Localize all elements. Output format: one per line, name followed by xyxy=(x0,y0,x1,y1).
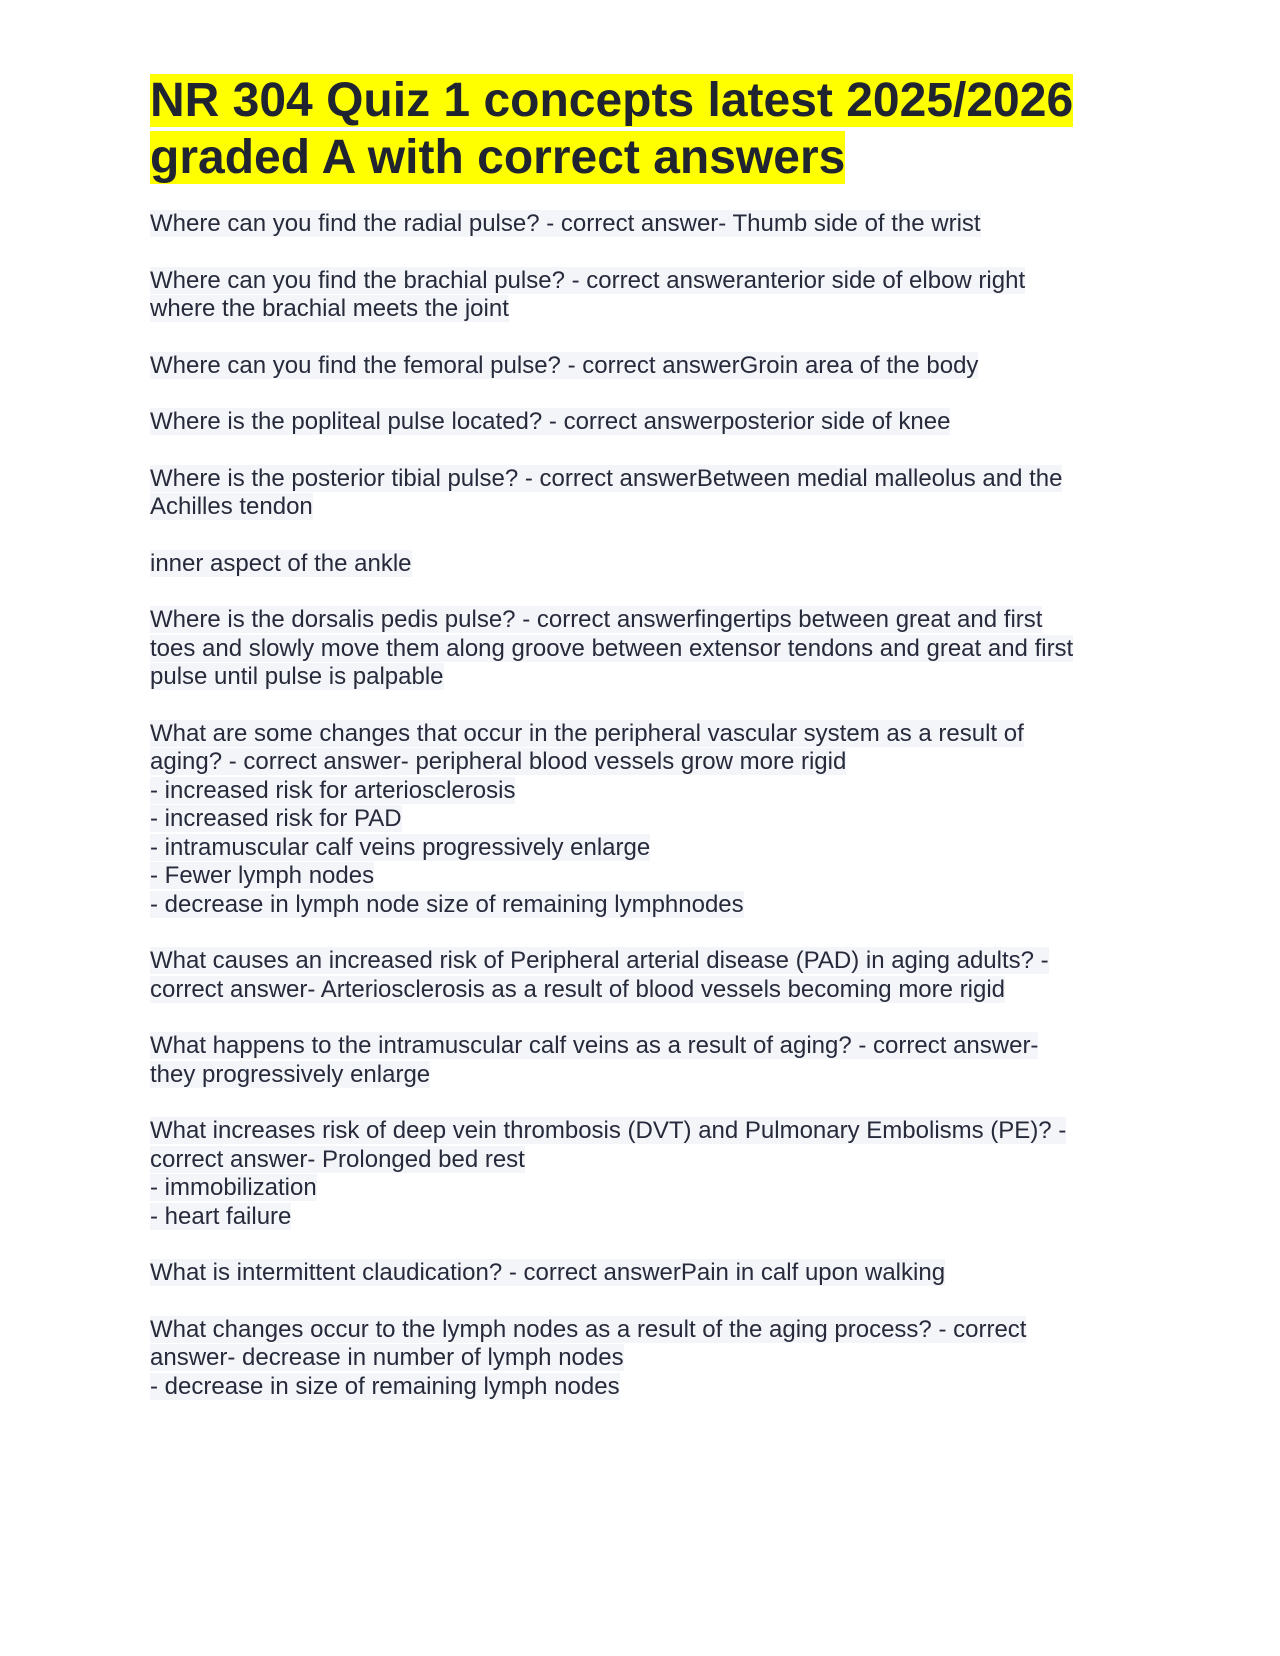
text-line: What happens to the intramuscular calf veins as a result of aging? - correct answer- xyxy=(150,1032,1039,1059)
text-line: - heart failure xyxy=(150,1202,292,1230)
qa-block xyxy=(150,947,1150,1004)
document-title xyxy=(150,72,1150,186)
text-line: Where can you find the radial pulse? - correct answer- Thumb side of the wrist xyxy=(150,210,981,237)
qa-block xyxy=(150,1316,1150,1402)
title-highlight: NR 304 Quiz 1 concepts latest 2025/2026 graded A with correct answers xyxy=(150,74,1074,184)
qa-block xyxy=(150,408,1150,437)
text-line: answer- decrease in number of lymph nodes xyxy=(150,1344,624,1371)
qa-block xyxy=(150,720,1150,920)
text-line: correct answer- Arteriosclerosis as a result of blood vessels becoming more rigid xyxy=(150,975,1006,1003)
text-line: Where is the dorsalis pedis pulse? - correct answerfingertips between great and first xyxy=(150,606,1043,633)
text-line: Where is the posterior tibial pulse? - correct answerBetween medial malleolus and the xyxy=(150,464,1063,492)
text-line: - intramuscular calf veins progressively enlarge xyxy=(150,833,651,861)
text-line: What are some changes that occur in the peripheral vascular system as a result of xyxy=(150,719,1024,747)
text-line: - decrease in lymph node size of remaining lymphnodes xyxy=(150,890,744,918)
text-line: What changes occur to the lymph nodes as a result of the aging process? - correct xyxy=(150,1315,1027,1343)
text-line: What increases risk of deep vein thrombosis (DVT) and Pulmonary Embolisms (PE)? - xyxy=(150,1117,1067,1144)
text-line: where the brachial meets the joint xyxy=(150,295,509,322)
text-line: Where is the popliteal pulse located? - correct answerposterior side of knee xyxy=(150,408,951,435)
qa-block xyxy=(150,1259,1150,1288)
text-line: correct answer- Prolonged bed rest xyxy=(150,1145,525,1173)
text-line: - immobilization xyxy=(150,1174,317,1201)
text-line: pulse until pulse is palpable xyxy=(150,663,444,690)
text-line: toes and slowly move them along groove between extensor tendons and great and first xyxy=(150,634,1074,662)
text-line: - increased risk for arteriosclerosis xyxy=(150,776,516,804)
text-line: aging? - correct answer- peripheral blood vessels grow more rigid xyxy=(150,748,847,775)
text-line: - Fewer lymph nodes xyxy=(150,862,375,889)
qa-block xyxy=(150,352,1150,381)
text-line: What is intermittent claudication? - correct answerPain in calf upon walking xyxy=(150,1259,946,1286)
text-line: Achilles tendon xyxy=(150,493,313,520)
document-page xyxy=(150,72,1150,1429)
text-line: they progressively enlarge xyxy=(150,1060,431,1088)
qa-block xyxy=(150,550,1150,579)
text-line: - increased risk for PAD xyxy=(150,805,402,832)
qa-block xyxy=(150,465,1150,522)
text-line: - decrease in size of remaining lymph nodes xyxy=(150,1372,620,1400)
text-line: Where can you find the femoral pulse? - correct answerGroin area of the body xyxy=(150,351,979,379)
qa-block xyxy=(150,1117,1150,1231)
qa-block xyxy=(150,606,1150,692)
text-line: What causes an increased risk of Peripheral arterial disease (PAD) in aging adults? - xyxy=(150,947,1049,974)
qa-block xyxy=(150,1032,1150,1089)
qa-block xyxy=(150,210,1150,239)
text-line: Where can you find the brachial pulse? - correct answeranterior side of elbow right xyxy=(150,266,1026,294)
text-line: inner aspect of the ankle xyxy=(150,549,412,577)
qa-block xyxy=(150,267,1150,324)
